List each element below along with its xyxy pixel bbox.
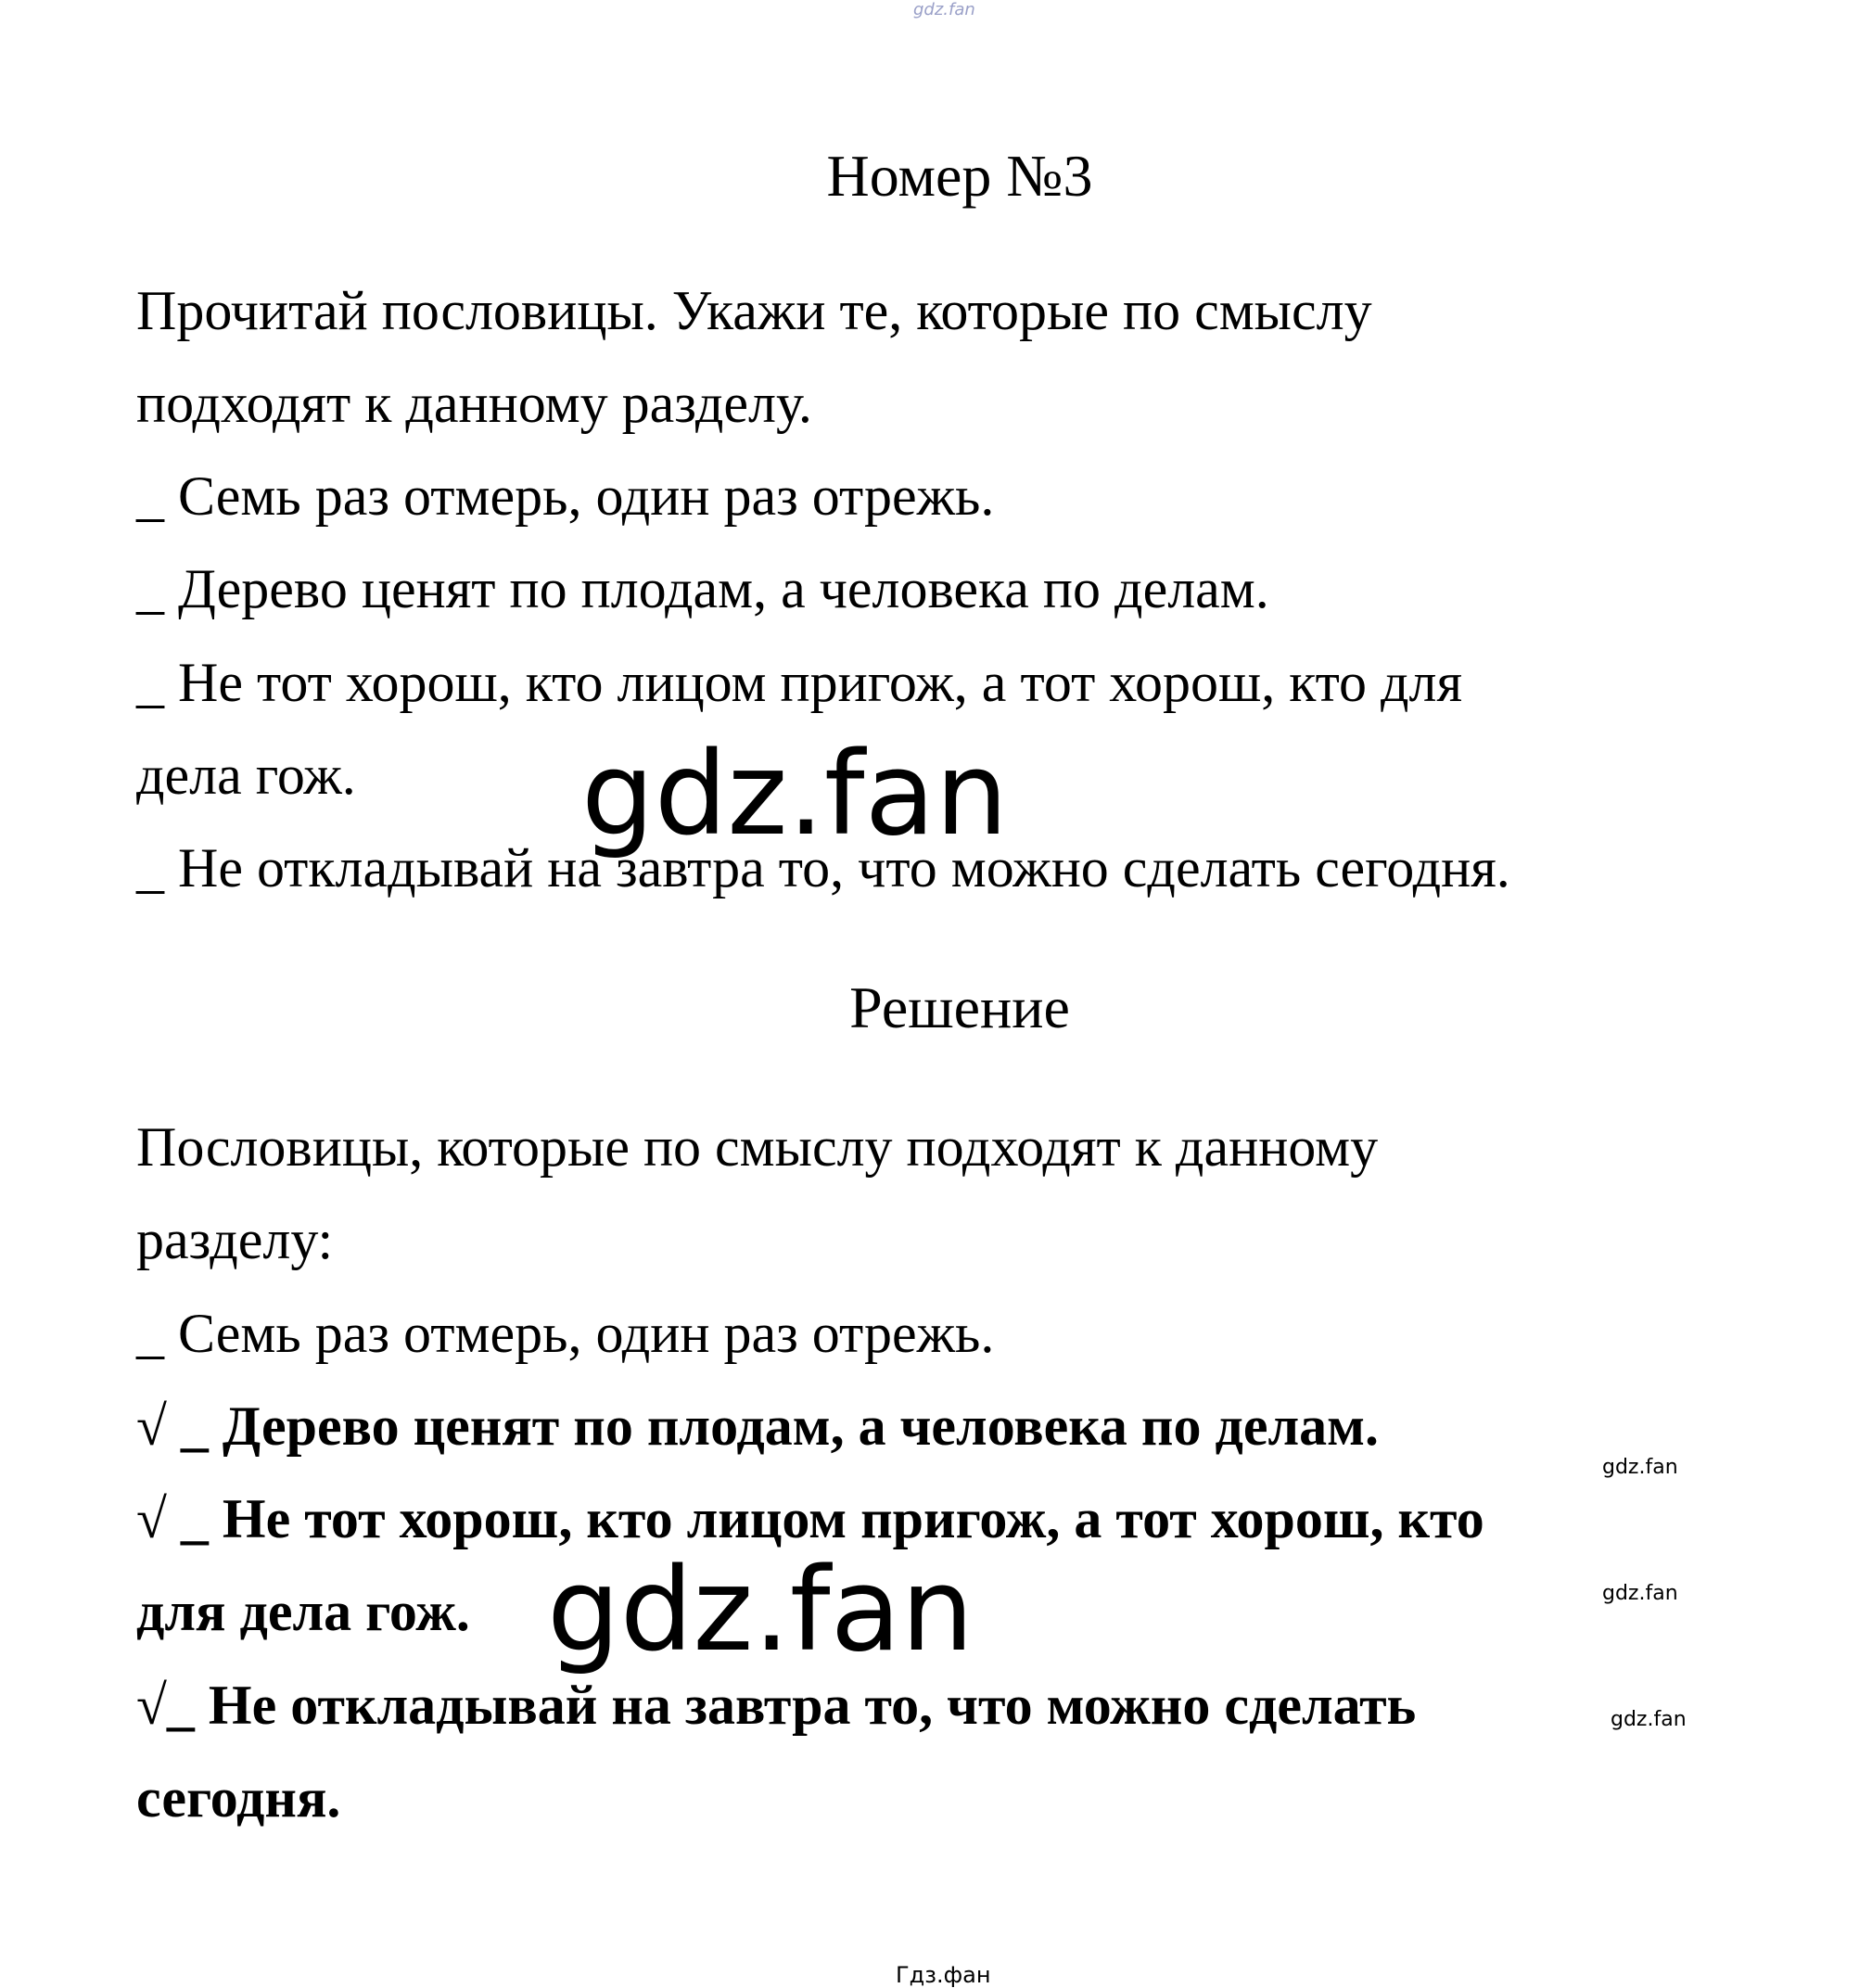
solution-intro-line: разделу: (136, 1209, 334, 1270)
watermark-small: gdz.fan (1602, 1456, 1678, 1479)
proverb-line: _ Семь раз отмерь, один раз отрежь. (136, 465, 995, 527)
answer-line-checked: √_ Не откладывай на завтра то, что можно сделать (136, 1675, 1417, 1736)
watermark-footer: Гдз.фан (896, 1962, 991, 1988)
task-heading: Номер №3 (826, 143, 1093, 209)
answer-line-checked: √ _ Дерево ценят по плодам, а человека по делам. (136, 1395, 1379, 1457)
watermark-small: gdz.fan (1611, 1708, 1687, 1731)
watermark-small: gdz.fan (1602, 1582, 1678, 1605)
solution-heading: Решение (849, 975, 1070, 1040)
proverb-line: _ Не тот хорош, кто лицом пригож, а тот хорош, кто для (136, 652, 1463, 713)
proverb-line: _ Не откладывай на завтра то, что можно сделать сегодня. (136, 837, 1510, 898)
task-line: Прочитай пословицы. Укажи те, которые по смыслу (136, 280, 1372, 341)
solution-intro-line: Пословицы, которые по смыслу подходят к данному (136, 1116, 1379, 1178)
answer-line-checked: для дела гож. (136, 1581, 470, 1642)
watermark-top: gdz.fan (913, 0, 975, 19)
proverb-line: _ Дерево ценят по плодам, а человека по делам. (136, 558, 1269, 619)
task-line: подходят к данному разделу. (136, 373, 812, 434)
answer-line-checked: сегодня. (136, 1767, 341, 1829)
proverb-line: дела гож. (136, 745, 356, 806)
answer-line-checked: √ _ Не тот хорош, кто лицом пригож, а тот хорош, кто (136, 1488, 1484, 1549)
answer-line: _ Семь раз отмерь, один раз отрежь. (136, 1303, 995, 1364)
watermark-large: gdz.fan (547, 1544, 974, 1677)
watermark-large: gdz.fan (581, 728, 1009, 861)
